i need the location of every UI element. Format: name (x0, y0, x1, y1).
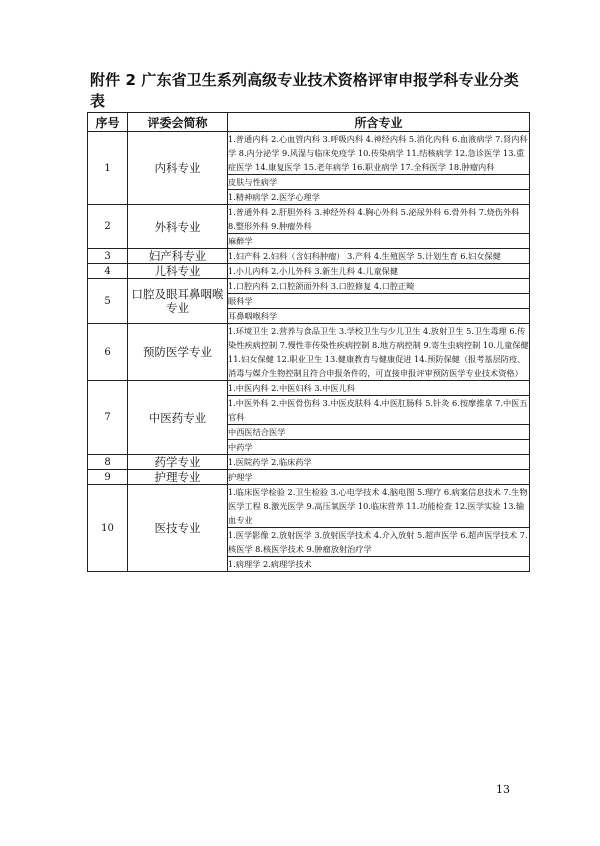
table-row (88, 279, 530, 294)
committee-name: 护理专业 (128, 470, 228, 485)
specialty-cell: 1.口腔内科 2.口腔颌面外科 3.口腔修复 4.口腔正畸 (228, 279, 530, 294)
row-number: 9 (88, 470, 128, 485)
header-committee: 评委会简称 (128, 113, 228, 132)
specialty-cell: 眼科学 (228, 294, 530, 309)
specialty-cell: 护理学 (228, 470, 530, 485)
row-number: 7 (88, 381, 128, 455)
specialty-cell: 1.精神病学 2.医学心理学 (228, 190, 530, 205)
header-number: 序号 (88, 113, 128, 132)
specialty-cell: 1.小儿内科 2.小儿外科 3.新生儿科 4.儿童保健 (228, 264, 530, 279)
row-number: 3 (88, 249, 128, 264)
specialty-cell: 耳鼻咽喉科学 (228, 309, 530, 324)
table-row (88, 132, 530, 175)
specialty-cell: 1.病理学 2.病理学技术 (228, 557, 530, 572)
committee-name: 内科专业 (128, 132, 228, 205)
specialty-cell: 1.中医外科 2.中医骨伤科 3.中医皮肤科 4.中医肛肠科 5.针灸 6.按摩推拿 7.中医五官科 (228, 396, 530, 425)
table-header-row (88, 113, 530, 132)
table-row (88, 485, 530, 528)
row-number: 5 (88, 279, 128, 324)
specialty-cell: 1.中医内科 2.中医妇科 3.中医儿科 (228, 381, 530, 396)
specialty-cell: 皮肤与性病学 (228, 175, 530, 190)
specialty-cell: 1.普通内科 2.心血管内科 3.呼吸内科 4.神经内科 5.消化内科 6.血液病学 7.肾内科学 8.内分泌学 9.风湿与临床免疫学 10.传染病学 11.结核病学 12.急诊医学 13.重症医学 14.康复医学 15.老年病学 16.职业病学 17.全科医学 18.肿瘤内科 (228, 132, 530, 175)
specialty-cell: 中西医结合医学 (228, 425, 530, 440)
document-title: 附件 2 广东省卫生系列高级专业技术资格评审申报学科专业分类表 (90, 71, 519, 110)
committee-name: 口腔及眼耳鼻咽喉专业 (128, 279, 228, 324)
committee-name: 预防医学专业 (128, 324, 228, 381)
specialty-cell: 1.医院药学 2.临床药学 (228, 455, 530, 470)
committee-name: 妇产科专业 (128, 249, 228, 264)
specialty-cell: 1.临床医学检验 2.卫生检验 3.心电学技术 4.脑电图 5.理疗 6.病案信息技术 7.生物医学工程 8.激光医学 9.高压氧医学 10.临床营养 11.功能检查 12.医学实验 13.输血专业 (228, 485, 530, 528)
specialty-cell: 1.医学影像 2.放射医学 3.放射医学技术 4.介入放射 5.超声医学 6.超声医学技术 7.核医学 8.核医学技术 9.肿瘤放射治疗学 (228, 528, 530, 557)
table-row (88, 264, 530, 279)
committee-name: 儿科专业 (128, 264, 228, 279)
table-body (88, 132, 530, 572)
row-number: 1 (88, 132, 128, 205)
committee-name: 药学专业 (128, 455, 228, 470)
committee-name: 中医药专业 (128, 381, 228, 455)
specialty-cell: 1.妇产科 2.妇科（含妇科肿瘤） 3.产科 4.生殖医学 5.计划生育 6.妇女保健 (228, 249, 530, 264)
table-row (88, 205, 530, 234)
table-row (88, 470, 530, 485)
specialty-cell: 1.环境卫生 2.营养与食品卫生 3.学校卫生与少儿卫生 4.放射卫生 5.卫生毒理 6.传染性疾病控制 7.慢性非传染性疾病控制 8.地方病控制 9.寄生虫病控制 10.儿童保健 11.妇女保健 12.职业卫生 13.健康教育与健康促进 14.预防保健（报考基层防疫、消毒与媒介生物控制且符合申报条件的，可直接申报评审预防医学专业技术资格） (228, 324, 530, 381)
specialty-table (87, 112, 530, 572)
header-specialties: 所含专业 (228, 113, 530, 132)
specialty-cell: 中药学 (228, 440, 530, 455)
row-number: 4 (88, 264, 128, 279)
row-number: 8 (88, 455, 128, 470)
table-row (88, 381, 530, 396)
committee-name: 医技专业 (128, 485, 228, 572)
row-number: 10 (88, 485, 128, 572)
table-row (88, 455, 530, 470)
table-row (88, 249, 530, 264)
row-number: 2 (88, 205, 128, 249)
specialty-cell: 1.普通外科 2.肝胆外科 3.神经外科 4.胸心外科 5.泌尿外科 6.骨外科 7.烧伤外科 8.整形外科 9.肿瘤外科 (228, 205, 530, 234)
specialty-cell: 麻醉学 (228, 234, 530, 249)
committee-name: 外科专业 (128, 205, 228, 249)
page-number: 13 (496, 783, 510, 796)
row-number: 6 (88, 324, 128, 381)
table-row (88, 324, 530, 381)
